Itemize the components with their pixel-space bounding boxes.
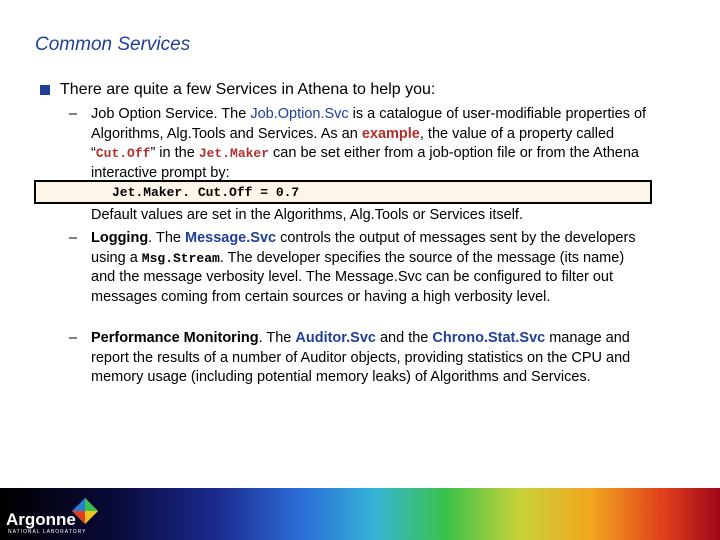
cutoff-code: Cut.Off [95, 146, 151, 161]
dash-bullet: – [69, 330, 78, 346]
msgstream-code: Msg.Stream [141, 250, 220, 266]
dash-bullet: – [69, 230, 78, 246]
job-option-text: Job Option Service. The Job.Option.Svc is a catalogue of user-modifiable properties of Algorithms, Alg.Tools and Services. As an example, the value of a property called “Cut.Off” in the Jet.Maker can be set either from a job-option file or from the Athena interactive prompt by: [91, 106, 647, 181]
logging-heading: Logging [91, 230, 149, 246]
perf-text: Performance Monitoring. The Auditor.Svc and the Chrono.Stat.Svc manage and report the results of a number of Auditor objects, providing statistics on the CPU and memory usage (including potential memory leaks) of Algorithms and Services. [91, 330, 631, 385]
main-bullet [40, 81, 435, 99]
argonne-logo-sub: NATIONAL LABORATORY [8, 529, 87, 535]
logging-text: Logging. The Message.Svc controls the output of messages sent by the developers using a Msg.Stream. The developer specifies the source of the message (its name) and the message verbosity level. The Message.Svc can be configured to filter out messages coming from certain sources or having a high verbosity level. [91, 230, 636, 305]
job-option-item [69, 105, 651, 183]
dash-bullet: – [69, 106, 78, 122]
footer-banner [0, 488, 720, 540]
code-example: Jet.Maker. Cut.Off = 0.7 [112, 185, 300, 200]
slide-title: Common Services [35, 34, 191, 55]
logging-item [69, 229, 651, 307]
job-option-svc: Job.Option.Svc [250, 106, 349, 122]
example-word: example [361, 125, 420, 142]
main-bullet-text: There are quite a few Services in Athena to help you: [60, 81, 436, 98]
job-option-heading: Job Option Service [91, 106, 214, 122]
defaults-note: Default values are set in the Algorithms, Alg.Tools or Services itself. [91, 207, 523, 223]
perf-heading: Performance Monitoring [91, 330, 259, 346]
argonne-logo: Argonne [6, 510, 76, 529]
auditor-svc: Auditor.Svc [295, 330, 376, 346]
code-example-box [34, 180, 652, 204]
message-svc: Message.Svc [184, 230, 277, 246]
chrono-stat-svc: Chrono.Stat.Svc [432, 330, 546, 346]
jetmaker-code: Jet.Maker [198, 146, 270, 161]
argonne-mark-icon [70, 496, 100, 526]
square-bullet-icon [40, 85, 50, 95]
perf-item [69, 329, 651, 388]
